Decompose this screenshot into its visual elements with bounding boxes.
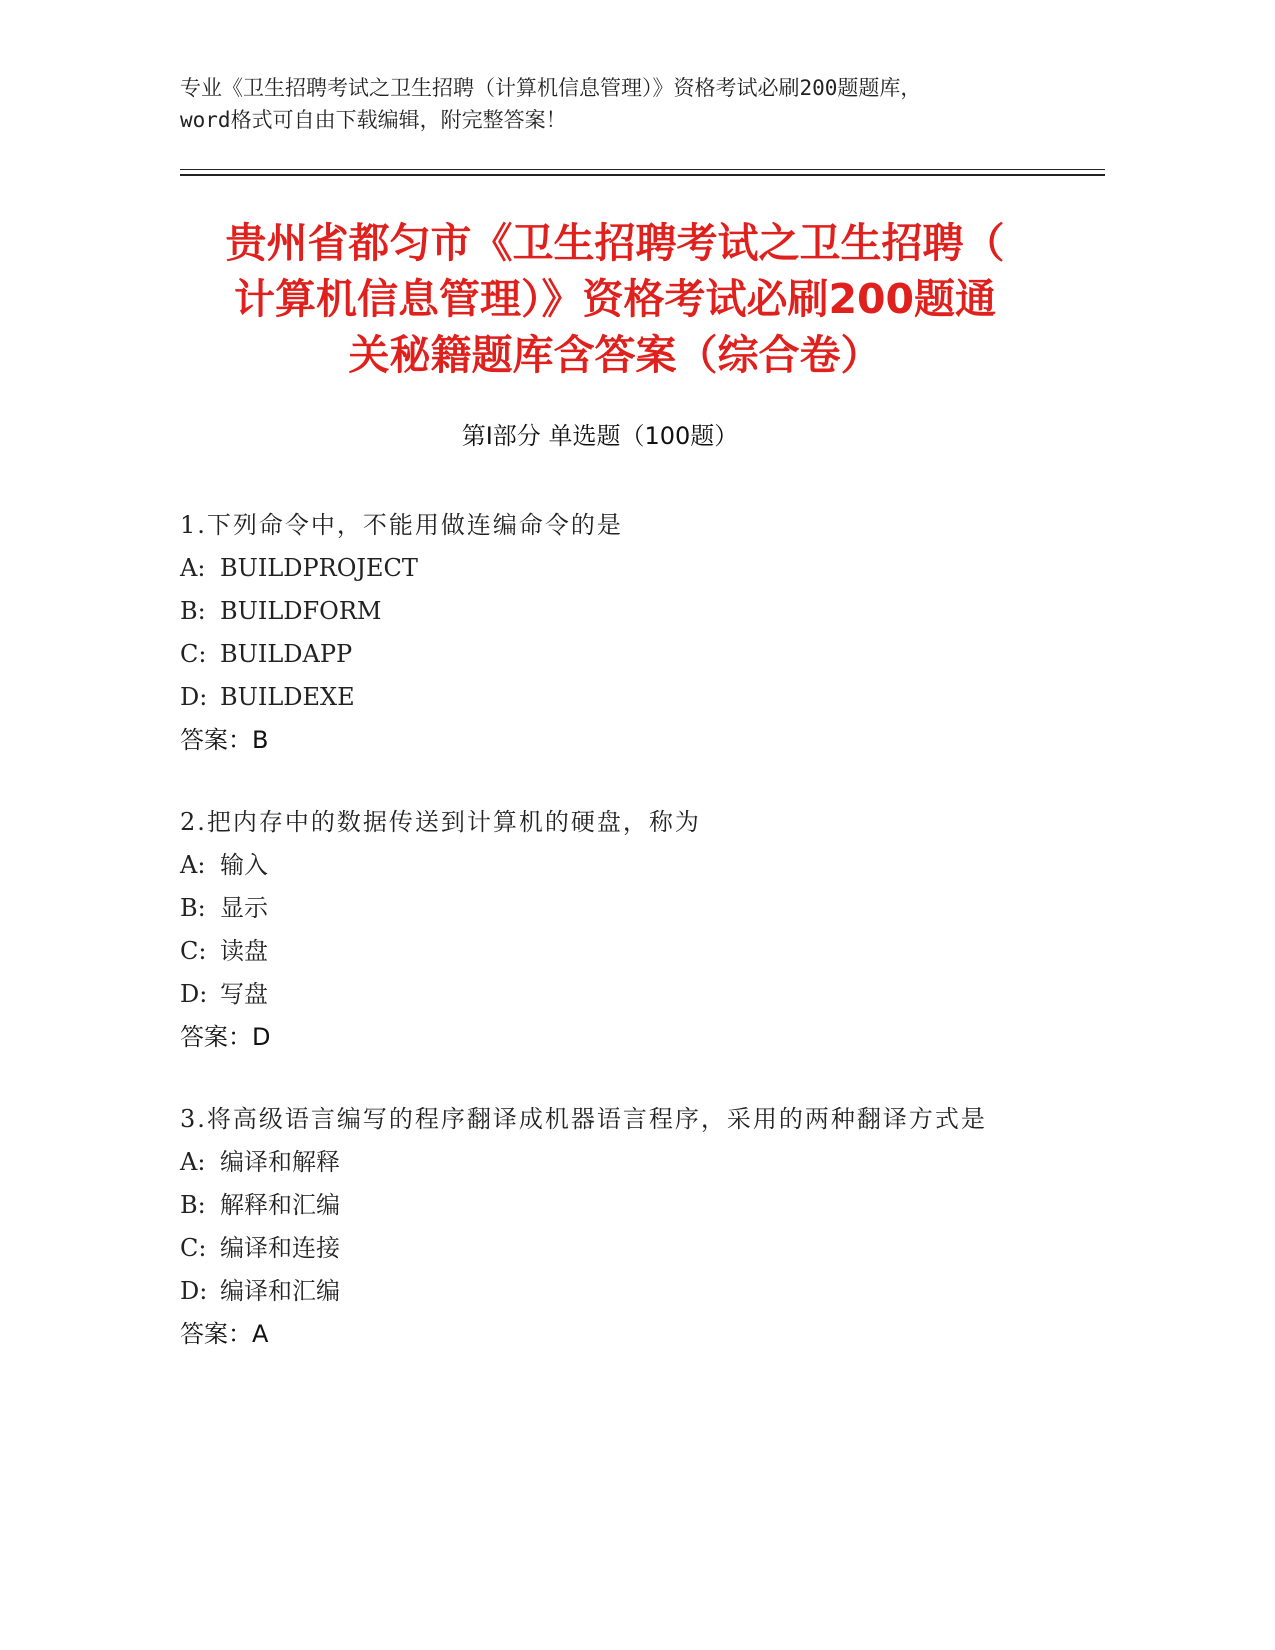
option-text: BUILDAPP	[220, 640, 353, 668]
question-stem: 1.下列命令中，不能用做连编命令的是	[180, 511, 623, 539]
question-list	[180, 504, 1040, 1395]
option-b	[180, 887, 1040, 930]
option-text: 写盘	[220, 980, 268, 1008]
option-letter: A:	[180, 1148, 206, 1176]
answer-line: 答案：A	[180, 1320, 269, 1348]
header-divider-thin	[180, 169, 1105, 170]
option-c	[180, 1227, 1040, 1270]
option-letter: A:	[180, 851, 206, 879]
title-line-1: 贵州省都匀市《卫生招聘考试之卫生招聘（	[225, 219, 1005, 267]
option-text: 输入	[220, 851, 268, 879]
option-text: BUILDPROJECT	[220, 554, 418, 582]
question-item	[180, 801, 1040, 1059]
option-text: 编译和解释	[220, 1148, 340, 1176]
header-note-line-1: 专业《卫生招聘考试之卫生招聘（计算机信息管理）》资格考试必刷200题题库，	[180, 76, 922, 100]
option-a	[180, 1141, 1040, 1184]
title-line-3: 关秘籍题库含答案（综合卷）	[348, 331, 882, 379]
header-note-line-2: word格式可自由下载编辑，附完整答案！	[180, 108, 567, 132]
option-a	[180, 844, 1040, 887]
option-d	[180, 1270, 1040, 1313]
answer-line: 答案：D	[180, 1023, 271, 1051]
option-letter: B:	[180, 1191, 206, 1219]
option-text: 编译和汇编	[220, 1277, 340, 1305]
option-b	[180, 590, 1040, 633]
option-letter: D:	[180, 1277, 208, 1305]
document-title	[180, 215, 1050, 383]
option-letter: C:	[180, 1234, 207, 1262]
option-letter: C:	[180, 937, 207, 965]
option-letter: C:	[180, 640, 207, 668]
question-stem: 3.将高级语言编写的程序翻译成机器语言程序，采用的两种翻译方式是	[180, 1105, 987, 1133]
option-text: 解释和汇编	[220, 1191, 340, 1219]
option-c	[180, 930, 1040, 973]
title-line-2: 计算机信息管理）》资格考试必刷200题通	[233, 275, 997, 323]
section-heading: 第Ⅰ部分 单选题（100题）	[461, 422, 739, 450]
question-item	[180, 1098, 1040, 1356]
option-text: 显示	[220, 894, 268, 922]
option-letter: D:	[180, 980, 208, 1008]
option-text: BUILDFORM	[220, 597, 382, 625]
option-letter: B:	[180, 894, 206, 922]
option-c	[180, 633, 1040, 676]
header-divider-thick	[180, 174, 1105, 176]
option-text: BUILDEXE	[220, 683, 355, 711]
answer-line: 答案：B	[180, 726, 269, 754]
option-letter: D:	[180, 683, 208, 711]
option-text: 读盘	[220, 937, 268, 965]
option-b	[180, 1184, 1040, 1227]
header-note	[180, 72, 1100, 136]
option-d	[180, 973, 1040, 1016]
option-letter: A:	[180, 554, 206, 582]
question-stem: 2.把内存中的数据传送到计算机的硬盘，称为	[180, 808, 701, 836]
question-item	[180, 504, 1040, 762]
option-letter: B:	[180, 597, 206, 625]
option-text: 编译和连接	[220, 1234, 340, 1262]
option-d	[180, 676, 1040, 719]
option-a	[180, 547, 1040, 590]
